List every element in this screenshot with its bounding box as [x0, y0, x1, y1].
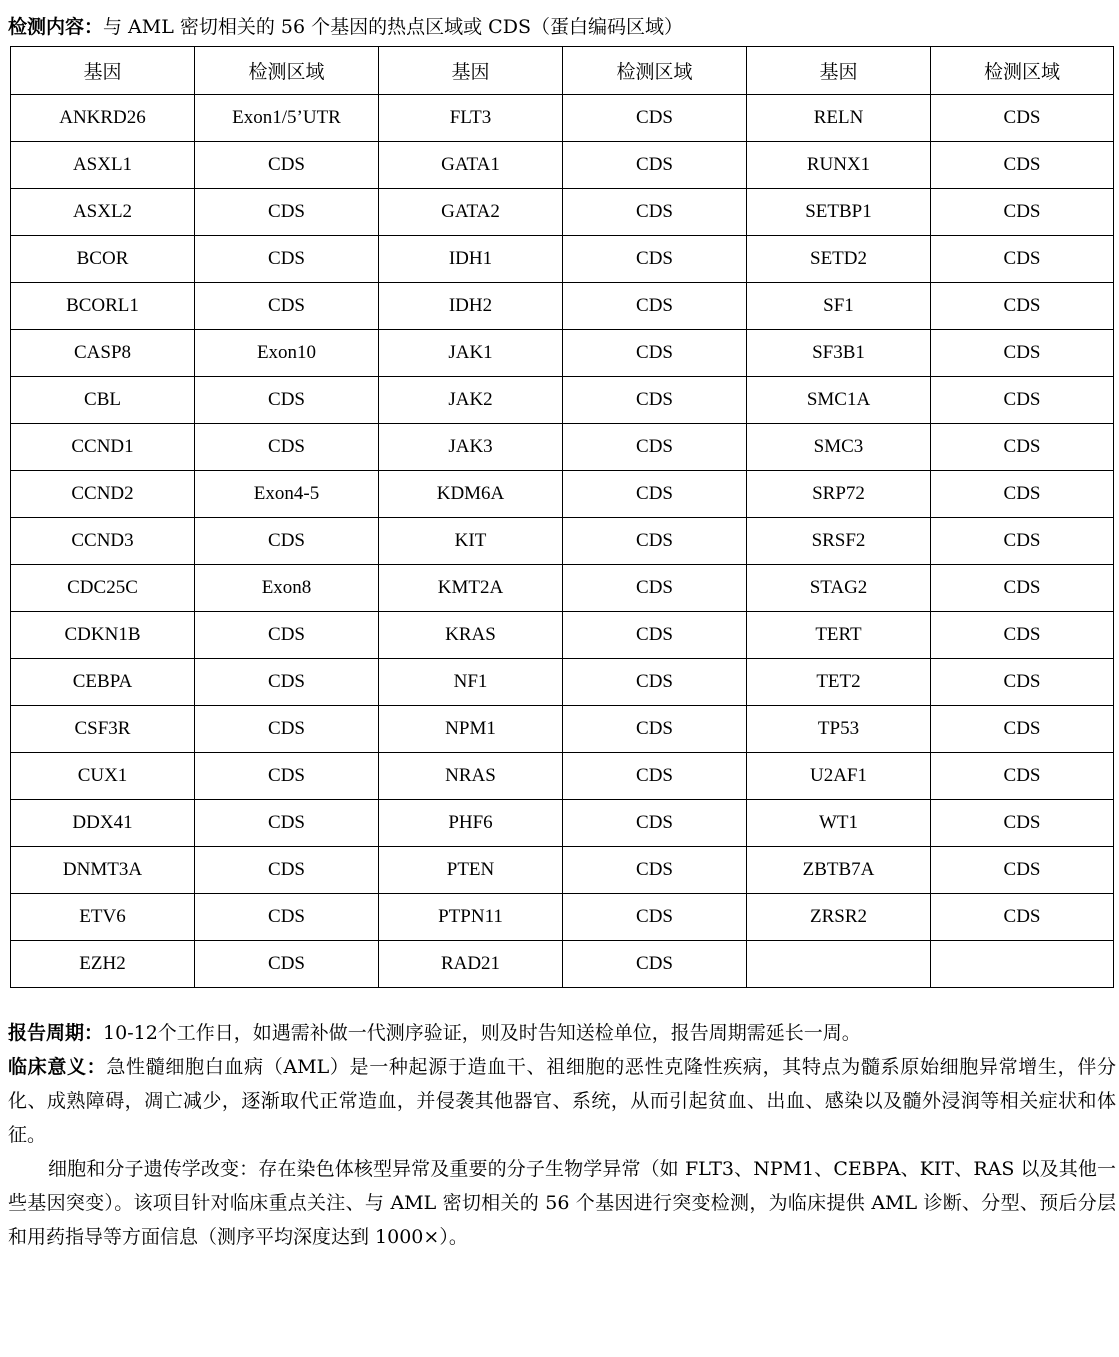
region-cell: CDS — [195, 753, 379, 800]
gene-cell: RAD21 — [379, 941, 563, 988]
region-cell: CDS — [931, 612, 1114, 659]
table-row — [11, 941, 1114, 988]
gene-cell: NPM1 — [379, 706, 563, 753]
gene-cell: ASXL1 — [11, 142, 195, 189]
gene-cell: ZBTB7A — [747, 847, 931, 894]
region-cell: CDS — [195, 142, 379, 189]
genetics-text: 细胞和分子遗传学改变：存在染色体核型异常及重要的分子生物学异常（如 FLT3、NPM1、CEBPA、KIT、RAS 以及其他一些基因突变）。该项目针对临床重点关注、与 AML 密切相关的 56 个基因进行突变检测，为临床提供 AML 诊断、分型、预后分层和用药指导等方面信息（测序平均深度达到 1000×）。 — [8, 1158, 1116, 1248]
gene-cell: SETD2 — [747, 236, 931, 283]
table-row — [11, 236, 1114, 283]
region-cell: Exon1/5’UTR — [195, 95, 379, 142]
region-cell: CDS — [195, 283, 379, 330]
gene-cell: ASXL2 — [11, 189, 195, 236]
region-cell: CDS — [563, 753, 747, 800]
gene-cell: SETBP1 — [747, 189, 931, 236]
gene-table-body — [11, 95, 1114, 988]
gene-cell: GATA2 — [379, 189, 563, 236]
gene-cell: BCORL1 — [11, 283, 195, 330]
gene-cell: NF1 — [379, 659, 563, 706]
gene-cell: SF1 — [747, 283, 931, 330]
gene-cell: PHF6 — [379, 800, 563, 847]
table-row — [11, 659, 1114, 706]
table-row — [11, 894, 1114, 941]
region-cell: CDS — [931, 95, 1114, 142]
gene-cell: KMT2A — [379, 565, 563, 612]
region-cell: Exon4-5 — [195, 471, 379, 518]
region-cell: CDS — [563, 377, 747, 424]
gene-cell: TERT — [747, 612, 931, 659]
gene-cell: ZRSR2 — [747, 894, 931, 941]
region-cell: CDS — [195, 612, 379, 659]
gene-cell: TP53 — [747, 706, 931, 753]
gene-cell: RELN — [747, 95, 931, 142]
table-row — [11, 612, 1114, 659]
region-cell: CDS — [931, 753, 1114, 800]
table-header-row — [11, 47, 1114, 95]
gene-cell: KRAS — [379, 612, 563, 659]
region-cell: CDS — [931, 706, 1114, 753]
gene-cell: BCOR — [11, 236, 195, 283]
gene-cell: SRSF2 — [747, 518, 931, 565]
region-cell: CDS — [195, 706, 379, 753]
region-cell: CDS — [563, 706, 747, 753]
gene-cell: EZH2 — [11, 941, 195, 988]
region-cell: CDS — [563, 330, 747, 377]
gene-cell: JAK2 — [379, 377, 563, 424]
region-cell: CDS — [195, 518, 379, 565]
region-cell: CDS — [563, 236, 747, 283]
region-cell: CDS — [931, 471, 1114, 518]
gene-cell: GATA1 — [379, 142, 563, 189]
gene-cell: SMC1A — [747, 377, 931, 424]
region-cell: CDS — [563, 565, 747, 612]
gene-cell: CEBPA — [11, 659, 195, 706]
gene-cell: JAK3 — [379, 424, 563, 471]
gene-cell: CASP8 — [11, 330, 195, 377]
gene-table — [10, 46, 1114, 988]
header-region-1: 检测区域 — [195, 47, 379, 95]
table-row — [11, 706, 1114, 753]
gene-cell: WT1 — [747, 800, 931, 847]
gene-cell: RUNX1 — [747, 142, 931, 189]
region-cell: CDS — [563, 518, 747, 565]
gene-cell: KDM6A — [379, 471, 563, 518]
clinical-paragraph — [8, 1050, 1116, 1152]
region-cell: CDS — [563, 189, 747, 236]
gene-cell: DNMT3A — [11, 847, 195, 894]
gene-cell: JAK1 — [379, 330, 563, 377]
gene-cell: CDKN1B — [11, 612, 195, 659]
region-cell: CDS — [931, 283, 1114, 330]
table-row — [11, 95, 1114, 142]
table-row — [11, 283, 1114, 330]
report-cycle-label: 报告周期： — [8, 1022, 104, 1044]
intro-label: 检测内容： — [8, 16, 104, 38]
gene-cell: ETV6 — [11, 894, 195, 941]
region-cell: CDS — [931, 236, 1114, 283]
gene-cell: U2AF1 — [747, 753, 931, 800]
gene-cell: SMC3 — [747, 424, 931, 471]
intro-text: 与 AML 密切相关的 56 个基因的热点区域或 CDS（蛋白编码区域） — [103, 16, 683, 38]
gene-cell: PTEN — [379, 847, 563, 894]
region-cell: CDS — [195, 377, 379, 424]
gene-cell: CUX1 — [11, 753, 195, 800]
table-row — [11, 565, 1114, 612]
region-cell: CDS — [195, 189, 379, 236]
region-cell: CDS — [931, 565, 1114, 612]
region-cell: CDS — [931, 659, 1114, 706]
region-cell: CDS — [931, 142, 1114, 189]
region-cell: CDS — [563, 659, 747, 706]
region-cell: CDS — [931, 424, 1114, 471]
table-row — [11, 753, 1114, 800]
table-row — [11, 471, 1114, 518]
gene-cell: TET2 — [747, 659, 931, 706]
region-cell — [931, 941, 1114, 988]
header-gene-2: 基因 — [379, 47, 563, 95]
header-gene-1: 基因 — [11, 47, 195, 95]
gene-cell: NRAS — [379, 753, 563, 800]
table-row — [11, 518, 1114, 565]
region-cell: Exon8 — [195, 565, 379, 612]
gene-cell: CCND3 — [11, 518, 195, 565]
region-cell: CDS — [563, 894, 747, 941]
region-cell: Exon10 — [195, 330, 379, 377]
table-row — [11, 142, 1114, 189]
clinical-text: 急性髓细胞白血病（AML）是一种起源于造血干、祖细胞的恶性克隆性疾病，其特点为髓系原始细胞异常增生，伴分化、成熟障碍，凋亡减少，逐渐取代正常造血，并侵袭其他器官、系统，从而引起贫血、出血、感染以及髓外浸润等相关症状和体征。 — [8, 1056, 1116, 1146]
gene-cell: CSF3R — [11, 706, 195, 753]
header-region-3: 检测区域 — [931, 47, 1114, 95]
gene-cell: DDX41 — [11, 800, 195, 847]
region-cell: CDS — [563, 95, 747, 142]
gene-cell: CCND1 — [11, 424, 195, 471]
region-cell: CDS — [931, 800, 1114, 847]
region-cell: CDS — [195, 894, 379, 941]
header-region-2: 检测区域 — [563, 47, 747, 95]
region-cell: CDS — [931, 189, 1114, 236]
table-row — [11, 377, 1114, 424]
table-row — [11, 424, 1114, 471]
gene-cell: CDC25C — [11, 565, 195, 612]
gene-cell: CCND2 — [11, 471, 195, 518]
region-cell: CDS — [195, 847, 379, 894]
region-cell: CDS — [563, 283, 747, 330]
report-cycle-paragraph — [8, 1016, 1116, 1050]
genetics-paragraph — [8, 1152, 1116, 1254]
region-cell: CDS — [195, 800, 379, 847]
region-cell: CDS — [931, 330, 1114, 377]
region-cell: CDS — [563, 471, 747, 518]
gene-cell: SRP72 — [747, 471, 931, 518]
gene-cell: PTPN11 — [379, 894, 563, 941]
region-cell: CDS — [563, 847, 747, 894]
region-cell: CDS — [195, 941, 379, 988]
report-cycle-text: 10-12个工作日，如遇需补做一代测序验证，则及时告知送检单位，报告周期需延长一周。 — [103, 1022, 861, 1044]
gene-cell: IDH2 — [379, 283, 563, 330]
gene-cell: STAG2 — [747, 565, 931, 612]
region-cell: CDS — [563, 612, 747, 659]
region-cell: CDS — [931, 847, 1114, 894]
region-cell: CDS — [563, 800, 747, 847]
region-cell: CDS — [931, 377, 1114, 424]
region-cell: CDS — [563, 142, 747, 189]
region-cell: CDS — [931, 894, 1114, 941]
region-cell: CDS — [931, 518, 1114, 565]
gene-cell: ANKRD26 — [11, 95, 195, 142]
gene-cell: SF3B1 — [747, 330, 931, 377]
region-cell: CDS — [563, 941, 747, 988]
table-row — [11, 800, 1114, 847]
table-row — [11, 847, 1114, 894]
region-cell: CDS — [195, 236, 379, 283]
gene-cell: CBL — [11, 377, 195, 424]
intro-line — [8, 15, 683, 39]
header-gene-3: 基因 — [747, 47, 931, 95]
gene-cell — [747, 941, 931, 988]
region-cell: CDS — [195, 659, 379, 706]
region-cell: CDS — [195, 424, 379, 471]
gene-cell: KIT — [379, 518, 563, 565]
gene-cell: IDH1 — [379, 236, 563, 283]
gene-cell: FLT3 — [379, 95, 563, 142]
table-row — [11, 330, 1114, 377]
clinical-label: 临床意义： — [8, 1056, 107, 1078]
region-cell: CDS — [563, 424, 747, 471]
table-row — [11, 189, 1114, 236]
